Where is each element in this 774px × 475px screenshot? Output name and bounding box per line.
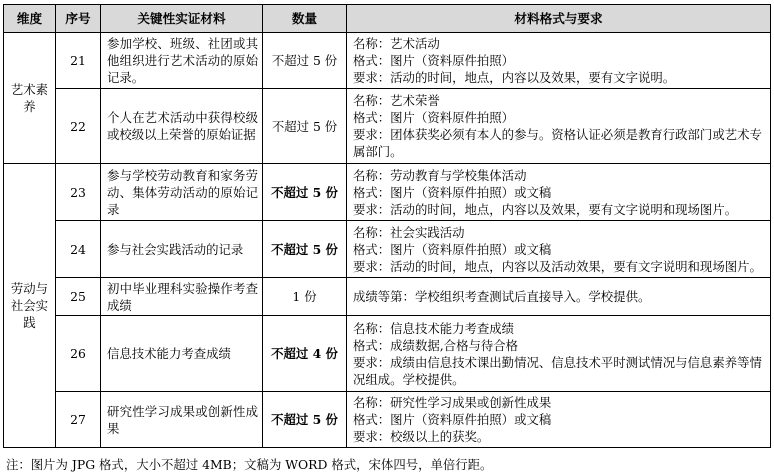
- quantity-cell: 不超过 5 份: [263, 164, 347, 221]
- header-dimension: 维度: [4, 5, 56, 33]
- quantity-cell: 1 份: [263, 278, 347, 316]
- table-row: [4, 221, 771, 278]
- dimension-cell: 艺术素养: [4, 33, 56, 164]
- req-line: 要求：成绩由信息技术课出勤情况、信息技术平时测试情况与信息素养等情况组成。学校提供。: [353, 354, 762, 387]
- req-line: 名称：艺术荣誉: [353, 93, 440, 108]
- material-cell: 研究性学习成果或创新性成果: [101, 392, 263, 448]
- req-line: 要求：活动的时间，地点，内容以及效果，要有文字说明和现场图片。: [353, 201, 738, 217]
- requirements-cell: [347, 221, 771, 278]
- req-line: 格式：图片（资料原件拍照）: [353, 110, 515, 125]
- header-format-requirements: 材料格式与要求: [347, 5, 771, 33]
- req-line: 格式：图片（资料原件拍照）或文稿: [353, 184, 552, 200]
- req-line: 格式：图片（资料原件拍照）或文稿: [353, 412, 552, 427]
- requirements-cell: [347, 278, 771, 316]
- req-line: 格式：图片（资料原件拍照）或文稿: [353, 241, 552, 257]
- seq-cell: 22: [56, 89, 101, 164]
- quantity-cell: 不超过 5 份: [263, 33, 347, 89]
- table-row: [4, 164, 771, 221]
- req-line: 名称：社会实践活动: [353, 224, 465, 240]
- header-material: 关键性实证材料: [101, 5, 263, 33]
- material-cell: 初中毕业理科实验操作考查成绩: [101, 278, 263, 316]
- seq-cell: 23: [56, 164, 101, 221]
- seq-cell: 25: [56, 278, 101, 316]
- requirements-cell: [347, 164, 771, 221]
- requirements-cell: [347, 33, 771, 89]
- requirements-cell: [347, 89, 771, 164]
- req-line: 名称：劳动教育与学校集体活动: [353, 167, 527, 183]
- quantity-cell: 不超过 5 份: [263, 89, 347, 164]
- material-cell: 参加学校、班级、社团或其他组织进行艺术活动的原始记录。: [101, 33, 263, 89]
- req-line: 要求：校级以上的获奖。: [353, 429, 490, 444]
- table-row: [4, 33, 771, 89]
- req-line: 要求：活动的时间，地点，内容以及效果，要有文字说明。: [353, 70, 676, 85]
- quantity-cell: 不超过 4 份: [263, 316, 347, 392]
- table-header-row: [4, 5, 771, 33]
- table-row: [4, 278, 771, 316]
- requirements-cell: [347, 392, 771, 448]
- table-row: [4, 392, 771, 448]
- table-row: [4, 89, 771, 164]
- seq-cell: 26: [56, 316, 101, 392]
- req-line: 要求：活动的时间，地点，内容以及活动效果，要有文字说明和现场图片。: [353, 258, 762, 274]
- table-row: [4, 316, 771, 392]
- requirements-cell: [347, 316, 771, 392]
- dimension-cell: 劳动与社会实践: [4, 164, 56, 448]
- header-quantity: 数量: [263, 5, 347, 33]
- seq-cell: 27: [56, 392, 101, 448]
- req-line: 名称：艺术活动: [353, 36, 440, 51]
- req-line: 名称：信息技术能力考查成绩: [353, 320, 515, 336]
- footnote: 注：图片为 JPG 格式，大小不超过 4MB；文稿为 WORD 格式，宋体四号，单倍行距。: [6, 457, 493, 472]
- req-line: 名称：研究性学习成果或创新性成果: [353, 395, 552, 410]
- evidence-materials-table: [3, 4, 771, 448]
- req-line: 成绩等第：学校组织考查测试后直接导入。学校提供。: [353, 289, 651, 304]
- req-line: 要求：团体获奖必须有本人的参与。资格认证必须是教育行政部门或艺术专属部门。: [353, 127, 762, 159]
- quantity-cell: 不超过 5 份: [263, 392, 347, 448]
- seq-cell: 24: [56, 221, 101, 278]
- quantity-cell: 不超过 5 份: [263, 221, 347, 278]
- req-line: 格式：成绩数据,合格与待合格: [353, 337, 519, 353]
- req-line: 格式：图片（资料原件拍照）: [353, 53, 515, 68]
- seq-cell: 21: [56, 33, 101, 89]
- header-seq: 序号: [56, 5, 101, 33]
- material-cell: 参与学校劳动教育和家务劳动、集体劳动活动的原始记录: [101, 164, 263, 221]
- material-cell: 个人在艺术活动中获得校级或校级以上荣誉的原始证据: [101, 89, 263, 164]
- material-cell: 参与社会实践活动的记录: [101, 221, 263, 278]
- requirements-table-container: [3, 4, 770, 448]
- material-cell: 信息技术能力考查成绩: [101, 316, 263, 392]
